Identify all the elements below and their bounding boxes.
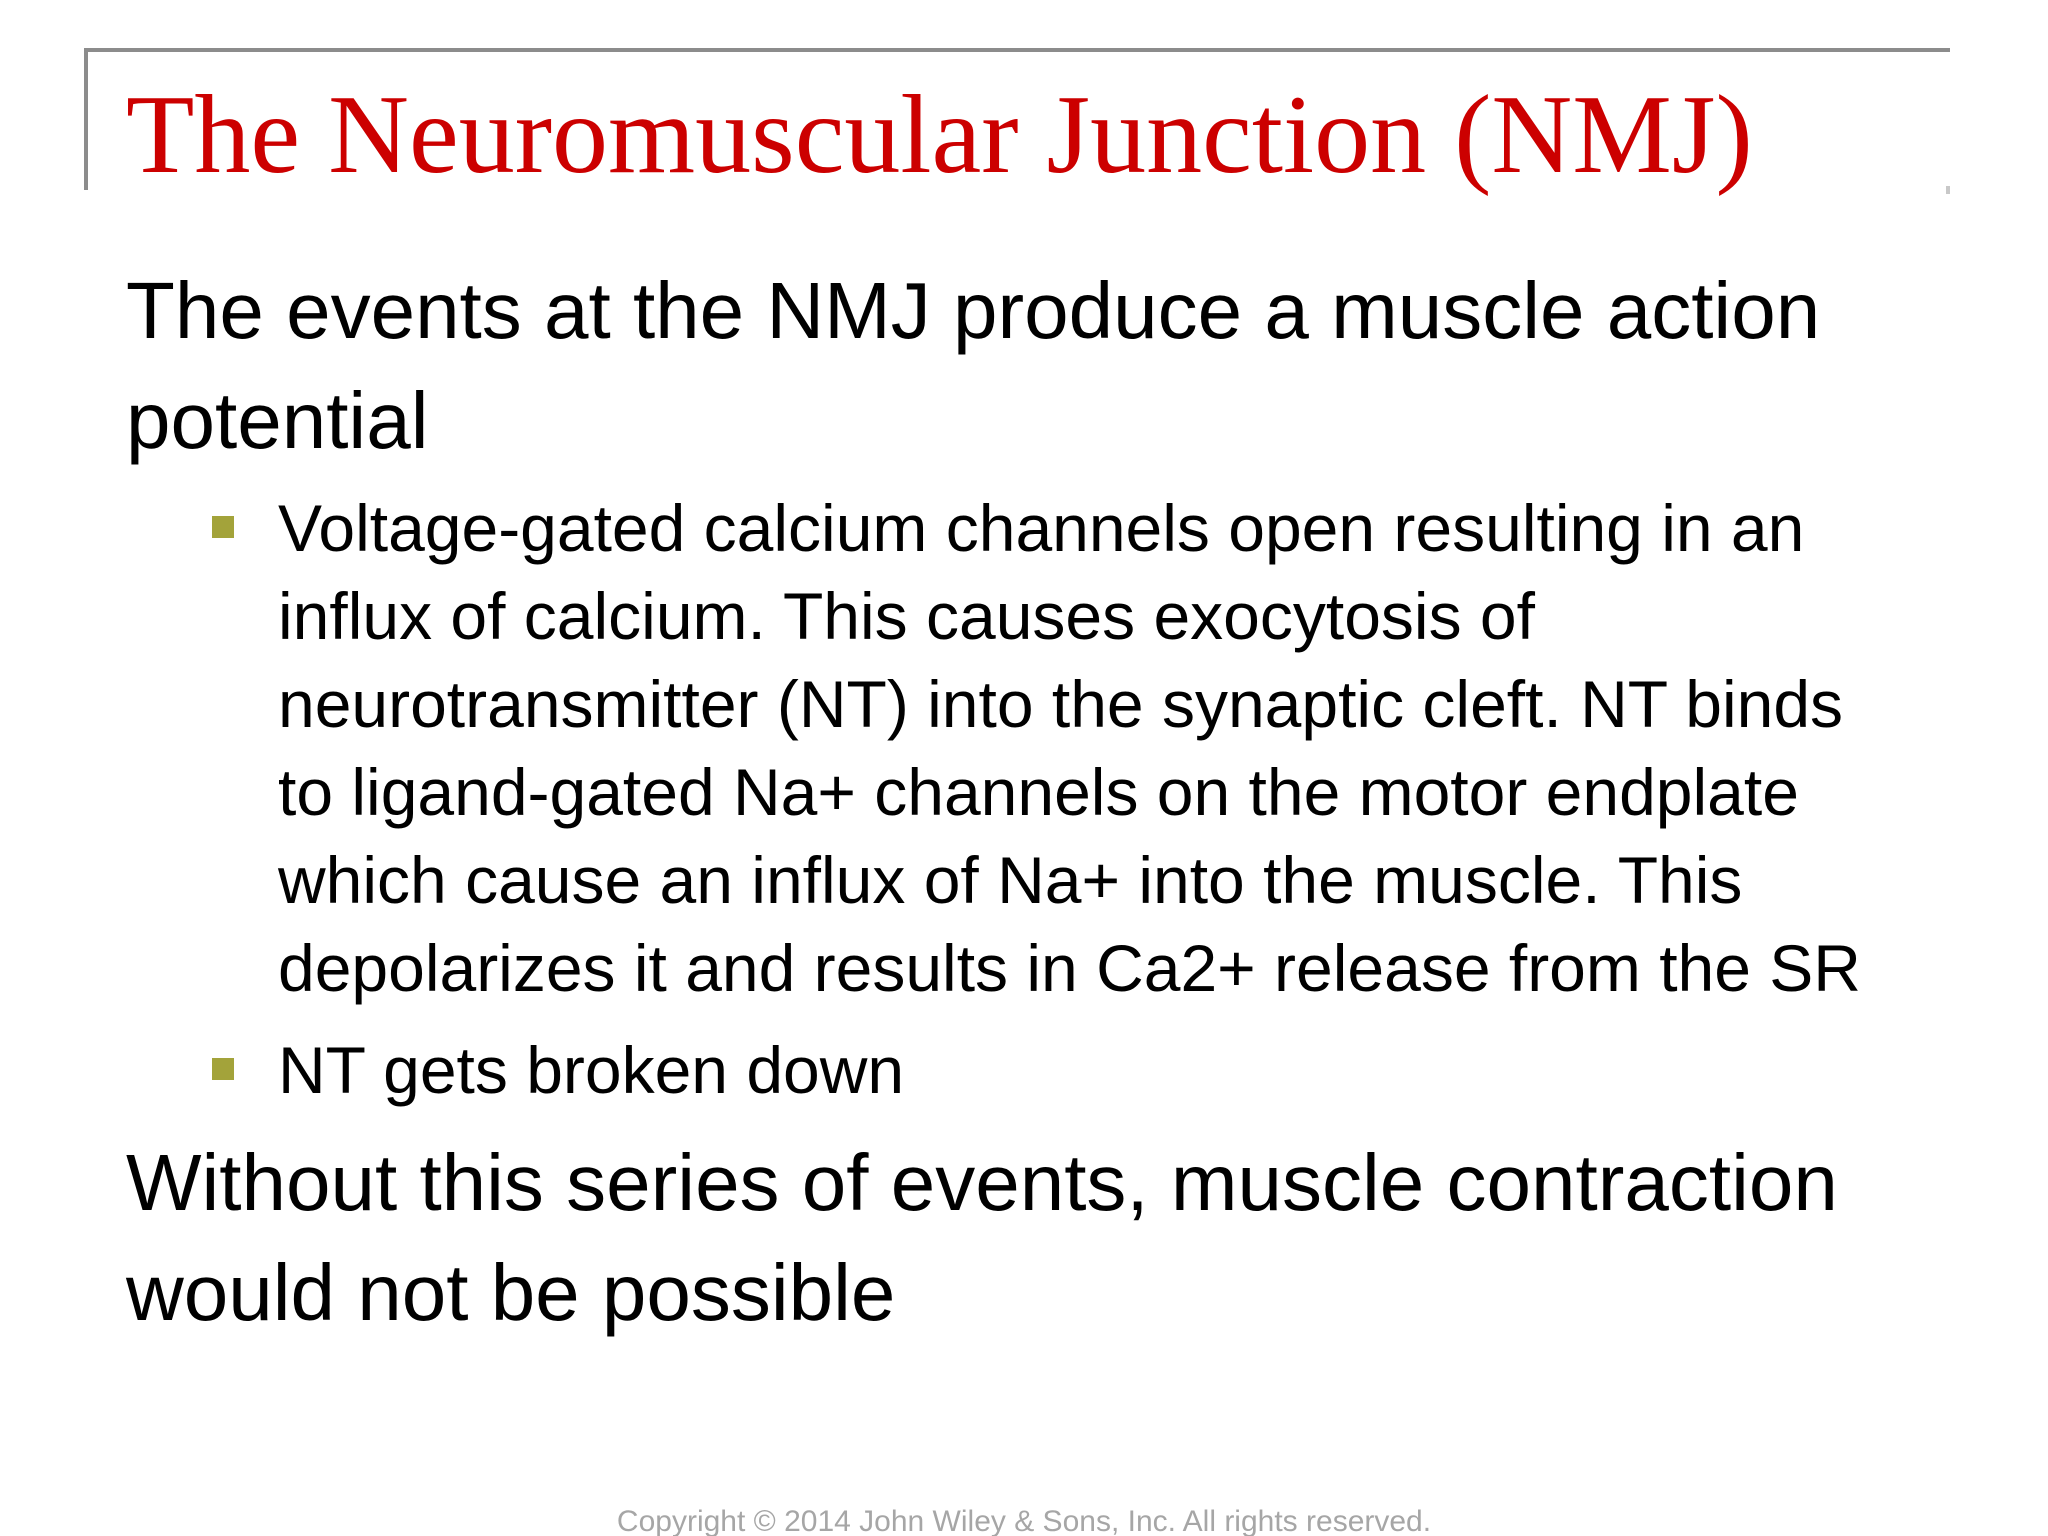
frame-right-tick (1946, 186, 1950, 194)
frame-left-rule (84, 48, 88, 190)
point-nmj-events: The events at the NMJ produce a muscle action potential (126, 266, 1821, 465)
copyright-footer: Copyright © 2014 John Wiley & Sons, Inc. All rights reserved. (616, 1505, 1432, 1536)
subpoint-nt-broken-down-text: NT gets broken down (278, 1033, 905, 1107)
slide-title: The Neuromuscular Junction (NMJ) (126, 73, 1753, 197)
subpoint-calcium-channels (278, 484, 1916, 1012)
point-without-events: Without this series of events, muscle contraction would not be possible (126, 1138, 1838, 1337)
subpoint-nt-broken-down (278, 1026, 1916, 1114)
square-bullet-icon (212, 1058, 234, 1080)
slide-body (126, 256, 1916, 1348)
square-bullet-icon (212, 516, 234, 538)
frame-top-rule (84, 48, 1950, 52)
subpoint-list (126, 484, 1916, 1114)
subpoint-calcium-channels-text: Voltage-gated calcium channels open resulting in an influx of calcium. This causes exocytosis of neurotransmitter (NT) into the synaptic cleft. NT binds to ligand-gated Na+ channels on the motor endplate which cause an influx of Na+ into the muscle. This depolarizes it and results in Ca2+ release from the SR (278, 491, 1861, 1005)
